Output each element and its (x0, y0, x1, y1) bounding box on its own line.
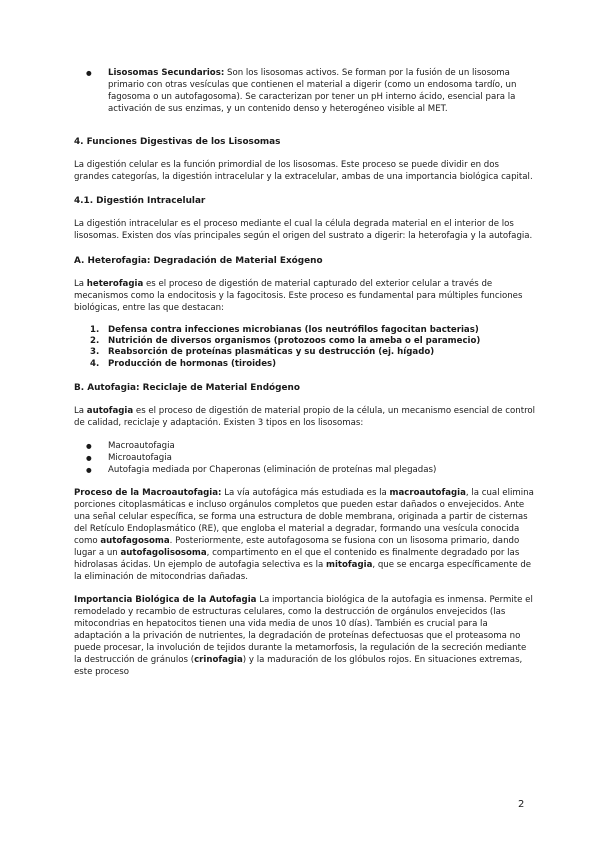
macroautofagia-paragraph (74, 488, 536, 583)
text-run: ) y la maduración de los glóbulos rojos. En situaciones extremas, este proceso (74, 654, 523, 677)
importancia-paragraph (74, 595, 536, 678)
item-number: 2. (90, 336, 100, 347)
text-run: La importancia biológica de la autofagia es inmensa. Permite el remodelado y recambio de estructuras celulares, como la destrucción de orgánulos envejecidos (las mitocondrias en hepatocitos tienen una vida media de unos 10 días). También es crucial para la adaptación a la privación de nutrientes, la degradación de proteínas defectuosas que el proteasoma no puede procesar, la involución de tejidos durante la metamorfosis, la regulación de la secreción mediante la destrucción de gránulos ( (74, 595, 533, 665)
term-crinofagia: crinofagia (194, 654, 243, 665)
autofagia-types-list (74, 440, 536, 477)
importancia-label: Importancia Biológica de la Autofagia (74, 595, 257, 606)
heterofagia-functions-list (74, 325, 536, 370)
autofagia-heading: B. Autofagia: Reciclaje de Material Endógeno (74, 382, 300, 393)
heterofagia-heading: A. Heterofagia: Degradación de Material Exógeno (74, 256, 323, 267)
document-page (74, 68, 536, 679)
term-secundarios: Lisosomas Secundarios: (108, 68, 225, 78)
item-text: Producción de hormonas (tiroides) (108, 358, 277, 369)
term-autofagosoma: autofagosoma (100, 535, 170, 546)
list-item: ● Autofagia mediada por Chaperonas (eliminación de proteínas mal plegadas) (74, 464, 536, 476)
section-heading-4-1: 4.1. Digestión Intracelular (74, 196, 206, 207)
section-heading-4: 4. Funciones Digestivas de los Lisosomas (74, 136, 281, 147)
page-number: 2 (518, 799, 525, 810)
item-number: 4. (90, 358, 100, 369)
text-run: . Posteriormente, este autofagosoma se fusiona con un lisosoma primario, dando lugar a un (74, 535, 520, 558)
text-run: La vía autofágica más estudiada es la (221, 488, 390, 499)
list-item (74, 68, 536, 116)
term-heterofagia: heterofagia (86, 279, 144, 290)
text-run: La (74, 279, 87, 290)
text-run: es el proceso de digestión de material capturado del exterior celular a través de mecanismos como la endocitosis y la fagocitosis. Este proceso es fundamental para múltiples funciones biológicas, entre las que destacan: (74, 279, 523, 314)
term-autofagia: autofagia (86, 405, 134, 416)
item-number: 3. (90, 347, 100, 358)
list-item (74, 359, 536, 370)
item-number: 1. (90, 324, 100, 335)
text-run: , la cual elimina porciones citoplasmáticas e incluso orgánulos completos que pueden estar dañados o envejecidos. Ante una señal celular específica, se forma una estructura de doble membrana, originada a partir de cisternas del Retículo Endoplasmático (RE), que engloba el material a degradar, formando una vesícula conocida como (74, 488, 534, 546)
text-run: , compartimento en el que el contenido es finalmente degradado por las hidrolasas ácidas. Un ejemplo de autofagia selectiva es la (74, 547, 520, 570)
item-text: Nutrición de diversos organismos (protozoos como la ameba o el paramecio) (108, 336, 481, 347)
list-item (74, 347, 536, 358)
term-mitofagia: mitofagia (326, 559, 373, 570)
section-4-intro: La digestión celular es la función primordial de los lisosomas. Este proceso se puede dividir en dos grandes categorías, la digestión intracelular y la extracelular, ambas de una importancia biológica capital. (74, 159, 533, 182)
term-macroautofagia: macroautofagia (389, 488, 466, 499)
list-item (74, 325, 536, 336)
text-run: es el proceso de digestión de material propio de la célula, un mecanismo esencial de control de calidad, reciclaje y adaptación. Existen 3 tipos en los lisosomas: (74, 405, 536, 428)
macro-label: Proceso de la Macroautofagia: (74, 488, 222, 499)
lysosome-types-list (74, 68, 536, 116)
list-item: ● Microautofagia (74, 452, 536, 464)
item-text: Defensa contra infecciones microbianas (los neutrófilos fagocitan bacterias) (108, 324, 479, 335)
term-autofagolisosoma: autofagolisosoma (120, 547, 207, 558)
secundarios-text: Son los lisosomas activos. Se forman por la fusión de un lisosoma primario con otras vesículas que contienen el material a digerir (como un endosoma tardío, un fagosoma o un autofagosoma). Se caracterizan por tener un pH interno ácido, esencial para la activación de sus enzimas, y un contenido denso y heterogéneo visible al MET. (108, 68, 517, 114)
list-item: ● Macroautofagia (74, 440, 536, 452)
section-4-1-intro: La digestión intracelular es el proceso mediante el cual la célula degrada material en el interior de los lisosomas. Existen dos vías principales según el origen del sustrato a digerir: la heterofagia y la autofagia. (74, 219, 533, 242)
list-item (74, 336, 536, 347)
item-text: Reabsorción de proteínas plasmáticas y su destrucción (ej. hígado) (108, 347, 435, 358)
autofagia-paragraph (74, 406, 536, 430)
text-run: , que se encarga específicamente de la eliminación de mitocondrias dañadas. (74, 559, 532, 582)
text-run: La (74, 405, 87, 416)
heterofagia-paragraph (74, 279, 536, 315)
